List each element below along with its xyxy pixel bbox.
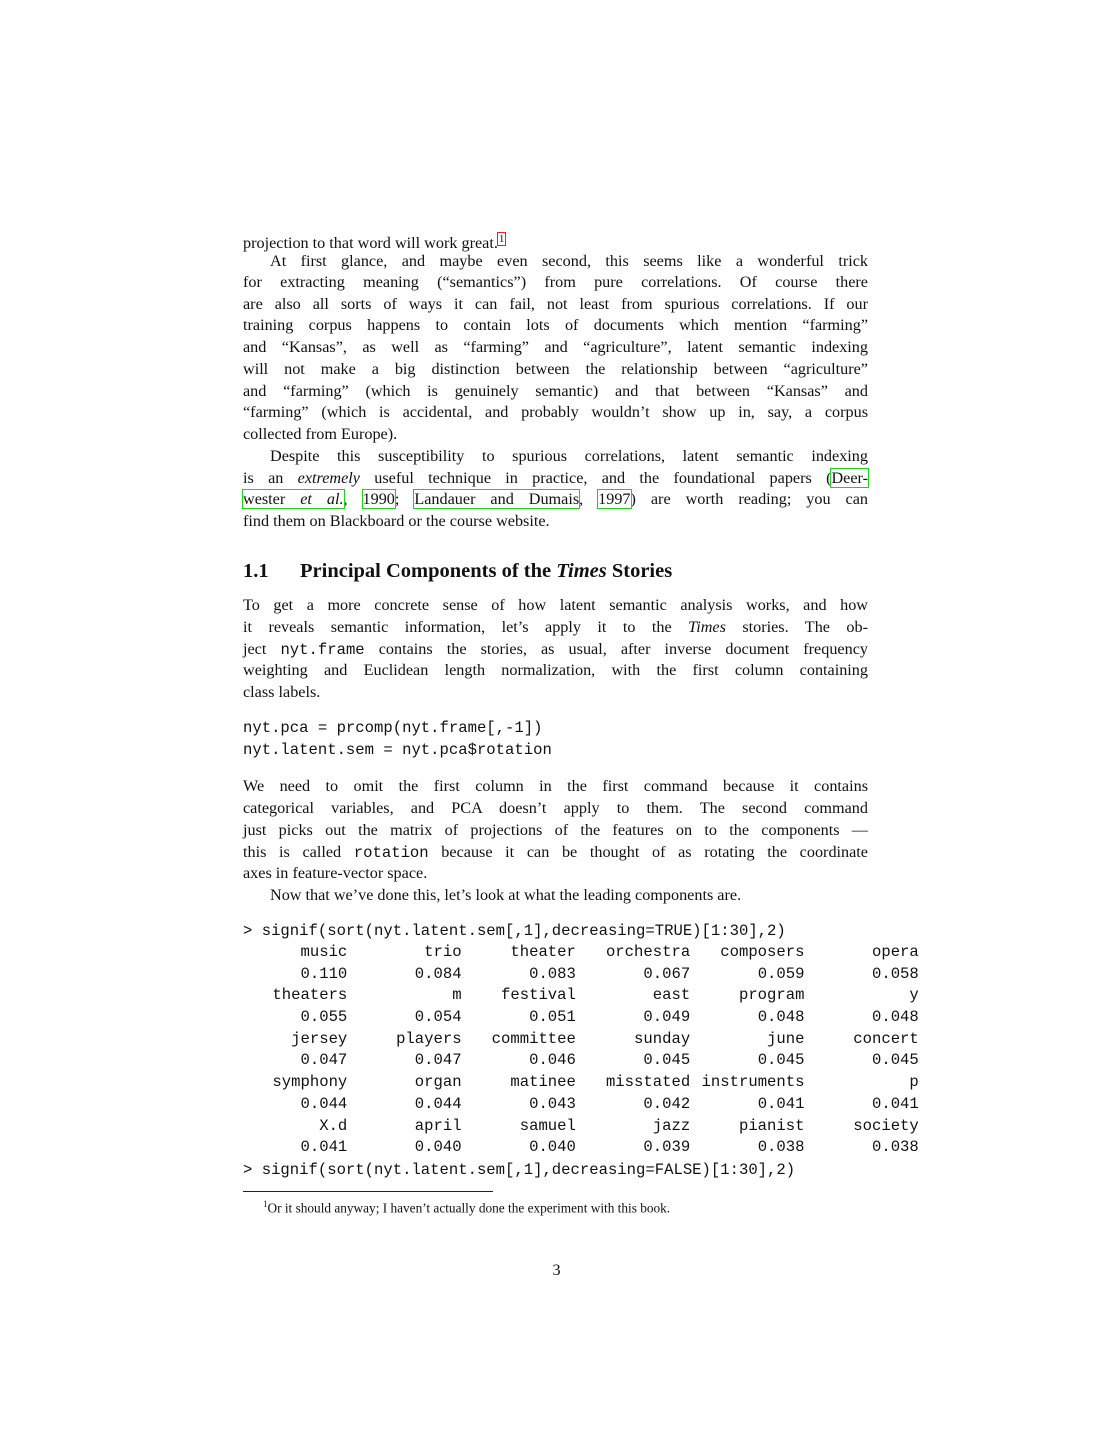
output-value: 0.048	[871, 1008, 919, 1027]
paragraph-line: To get a more concrete sense of how latent semantic analysis works, and how	[243, 596, 868, 614]
paragraph-line: collected from Europe).	[243, 425, 398, 443]
text: ) are worth reading; you can	[630, 490, 869, 508]
code-output-table	[233, 942, 919, 1159]
text: ject	[243, 640, 281, 658]
output-term: society	[853, 1116, 919, 1135]
output-term: june	[767, 1029, 805, 1048]
output-value: 0.045	[757, 1051, 805, 1070]
output-term: sunday	[634, 1029, 691, 1048]
output-value: 0.067	[643, 964, 691, 983]
output-value: 0.041	[757, 1094, 805, 1113]
output-value: 0.044	[300, 1094, 348, 1113]
paragraph-line: “farming” (which is accidental, and probably wouldn’t show up in, say, a corpus	[243, 403, 868, 421]
output-term: X.d	[319, 1116, 348, 1135]
output-value: 0.042	[643, 1094, 691, 1113]
text: wester	[243, 490, 301, 508]
output-value: 0.045	[643, 1051, 691, 1070]
page-number: 3	[552, 1261, 561, 1279]
output-value: 0.048	[757, 1008, 805, 1027]
inline-code: rotation	[353, 844, 429, 862]
output-value: 0.054	[414, 1008, 462, 1027]
emphasis: extremely	[297, 469, 360, 487]
paragraph-line: find them on Blackboard or the course website.	[243, 512, 550, 530]
output-term: concert	[853, 1029, 919, 1048]
output-value: 0.047	[300, 1051, 348, 1070]
code-line: nyt.latent.sem = nyt.pca$rotation	[243, 741, 552, 759]
text: ;	[394, 490, 415, 508]
code-command: > signif(sort(nyt.latent.sem[,1],decreasing=TRUE)[1:30],2)	[243, 922, 786, 940]
output-term: jersey	[291, 1029, 348, 1048]
output-term: jazz	[652, 1116, 691, 1135]
output-value: 0.058	[871, 964, 919, 983]
section-number: 1.1	[243, 560, 269, 582]
text: ,	[579, 490, 599, 508]
paragraph-line: and “Kansas”, as well as “farming” and “agriculture”, latent semantic indexing	[243, 338, 868, 356]
output-value: 0.038	[757, 1138, 805, 1157]
output-value: 0.044	[414, 1094, 462, 1113]
output-value: 0.110	[300, 964, 348, 983]
output-value: 0.041	[871, 1094, 919, 1113]
citation-link-deerwester[interactable]: Deer-	[831, 469, 868, 487]
output-term: program	[738, 986, 805, 1005]
paragraph-line: weighting and Euclidean length normalization, with the first column containing	[243, 661, 868, 679]
citation-link-deerwester[interactable]	[243, 490, 344, 508]
output-value: 0.049	[643, 1008, 691, 1027]
paragraph-line	[243, 616, 868, 638]
output-term: music	[300, 943, 348, 961]
output-value: 0.083	[529, 964, 576, 983]
paragraph-line: will not make a big distinction between the relationship between “agriculture”	[243, 360, 868, 378]
text: is an	[243, 469, 298, 487]
text: stories. The ob-	[725, 618, 868, 636]
paragraph-line	[243, 841, 868, 863]
inline-code: nyt.frame	[280, 641, 365, 659]
output-term: committee	[491, 1029, 576, 1048]
footnote-link[interactable]: 1	[498, 233, 505, 245]
output-term: organ	[414, 1073, 462, 1092]
code-command: > signif(sort(nyt.latent.sem[,1],decreasing=FALSE)[1:30],2)	[243, 1161, 796, 1179]
output-value: 0.055	[300, 1008, 348, 1027]
output-term: opera	[871, 943, 919, 961]
output-term: trio	[424, 943, 462, 961]
footnote-text: Or it should anyway; I haven’t actually done the experiment with this book.	[267, 1200, 671, 1216]
paragraph-line	[243, 488, 868, 510]
emphasis: et al.	[300, 490, 344, 508]
paragraph-line: axes in feature-vector space.	[243, 864, 428, 882]
output-term: misstated	[605, 1073, 691, 1092]
text: this is called	[243, 843, 354, 861]
output-term: theater	[510, 943, 576, 961]
output-value: 0.043	[529, 1094, 576, 1113]
output-term: instruments	[701, 1073, 805, 1092]
output-term: y	[909, 986, 919, 1005]
output-value: 0.084	[414, 964, 462, 983]
output-value: 0.040	[414, 1138, 462, 1157]
output-value: 0.040	[529, 1138, 576, 1157]
paragraph-line	[243, 228, 868, 250]
output-value: 0.045	[871, 1051, 919, 1070]
output-term: composers	[720, 943, 805, 961]
text: projection to that word will work great.	[243, 234, 498, 252]
text: it reveals semantic information, let’s apply it to the	[243, 618, 689, 636]
paragraph-line: Despite this susceptibility to spurious correlations, latent semantic indexing	[270, 447, 868, 465]
output-value: 0.047	[414, 1051, 462, 1070]
output-term: orchestra	[605, 943, 691, 961]
text: contains the stories, as usual, after inverse document frequency	[364, 640, 868, 658]
paragraph-line: Now that we’ve done this, let’s look at what the leading components are.	[270, 886, 742, 904]
citation-link-landauer[interactable]: Landauer and Dumais	[414, 490, 580, 508]
text: useful technique in practice, and the foundational papers (	[359, 469, 832, 487]
text: Principal Components of the	[300, 560, 557, 582]
paragraph-line	[243, 467, 868, 489]
output-term: symphony	[272, 1073, 348, 1092]
footnote-rule	[243, 1191, 493, 1192]
emphasis: Times	[688, 618, 726, 636]
output-term: april	[414, 1116, 462, 1135]
paragraph-line: class labels.	[243, 683, 321, 701]
citation-year-1997[interactable]: 1997	[598, 490, 631, 508]
paragraph-line: We need to omit the first column in the first command because it contains	[243, 777, 868, 795]
output-value: 0.051	[529, 1008, 576, 1027]
output-value: 0.041	[300, 1138, 348, 1157]
text: because it can be thought of as rotating the coordinate	[428, 843, 868, 861]
output-term: players	[396, 1029, 462, 1048]
output-term: m	[452, 986, 462, 1005]
footnote-mark: 1	[263, 1199, 268, 1209]
paragraph-line: just picks out the matrix of projections of the features on to the components —	[243, 821, 868, 839]
output-term: p	[909, 1073, 919, 1092]
text: ,	[343, 490, 363, 508]
output-term: theaters	[272, 986, 348, 1005]
output-term: east	[652, 986, 691, 1005]
paragraph-line: categorical variables, and PCA doesn’t apply to them. The second command	[243, 799, 868, 817]
output-term: matinee	[510, 1073, 576, 1092]
paragraph-line	[243, 638, 868, 660]
output-value: 0.059	[757, 964, 805, 983]
section-heading	[243, 558, 672, 584]
paragraph-line: At first glance, and maybe even second, this seems like a wonderful trick	[270, 252, 868, 270]
citation-year-1990[interactable]: 1990	[362, 490, 395, 508]
output-term: samuel	[519, 1116, 576, 1135]
footnote	[263, 1195, 670, 1217]
code-line: nyt.pca = prcomp(nyt.frame[,-1])	[243, 719, 543, 737]
output-term: festival	[501, 986, 576, 1005]
paragraph-line: and “farming” (which is genuinely semantic) and that between “Kansas” and	[243, 382, 868, 400]
output-value: 0.046	[529, 1051, 576, 1070]
output-value: 0.039	[643, 1138, 691, 1157]
paragraph-line: training corpus happens to contain lots of documents which mention “farming”	[243, 316, 868, 334]
output-value: 0.038	[871, 1138, 919, 1157]
paragraph-line: are also all sorts of ways it can fail, not least from spurious correlations. If our	[243, 295, 868, 313]
text: Stories	[606, 560, 673, 582]
output-term: pianist	[738, 1116, 805, 1135]
paragraph-line: for extracting meaning (“semantics”) from pure correlations. Of course there	[243, 273, 868, 291]
emphasis: Times	[556, 560, 607, 582]
